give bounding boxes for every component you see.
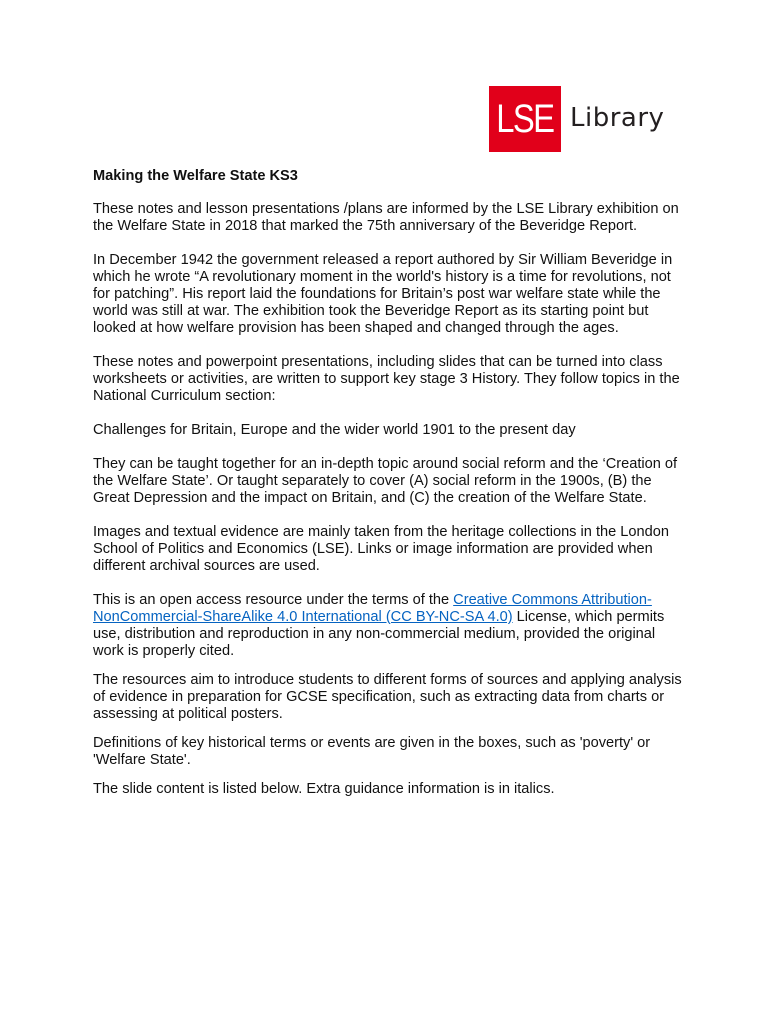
paragraph-aims: The resources aim to introduce students to different forms of sources and applying analysis of evidence in preparation for GCSE specification, such as extracting data from charts or assessing at political posters. xyxy=(93,672,682,722)
license-text-after: License, which permits use, distribution and reproduction in any non-commercial medium, provided the original work is properly cited. xyxy=(93,609,665,659)
document-body xyxy=(93,168,683,815)
paragraph-definitions: Definitions of key historical terms or events are given in the boxes, such as 'poverty' or 'Welfare State'. xyxy=(93,735,651,768)
license-text-before: This is an open access resource under the terms of the xyxy=(93,592,454,608)
paragraph-license xyxy=(93,592,683,660)
lse-logo-wordmark: Library xyxy=(570,103,665,133)
lse-logo-mark xyxy=(489,86,561,152)
paragraph-curriculum-section: Challenges for Britain, Europe and the wider world 1901 to the present day xyxy=(93,422,576,438)
document-title: Making the Welfare State KS3 xyxy=(93,168,298,184)
paragraph-teaching-options: They can be taught together for an in-depth topic around social reform and the ‘Creation of the Welfare State’. Or taught separately to cover (A) social reform in the 1900s, (B) the Great Depression and the impact on Britain, and (C) the creation of the Welfare State. xyxy=(93,456,678,506)
lse-library-logo xyxy=(489,86,664,152)
paragraph-curriculum: These notes and powerpoint presentations, including slides that can be turned into class worksheets or activities, are written to support key stage 3 History. They follow topics in the National Curriculum section: xyxy=(93,354,680,404)
paragraph-sources: Images and textual evidence are mainly taken from the heritage collections in the London School of Politics and Economics (LSE). Links or image information are provided when different archival sources are used. xyxy=(93,524,669,574)
paragraph-slide-content: The slide content is listed below. Extra guidance information is in italics. xyxy=(93,781,555,797)
paragraph-intro: These notes and lesson presentations /plans are informed by the LSE Library exhibition on the Welfare State in 2018 that marked the 75th anniversary of the Beveridge Report. xyxy=(93,201,679,234)
paragraph-beveridge: In December 1942 the government released a report authored by Sir William Beveridge in which he wrote “A revolutionary moment in the world's history is a time for revolutions, not for patching”. His report laid the foundations for Britain’s post war welfare state while the world was still at war. The exhibition took the Beveridge Report as its starting point but looked at how welfare provision has been shaped and changed through the ages. xyxy=(93,252,673,336)
creative-commons-link[interactable]: Creative Commons Attribution-NonCommercial-ShareAlike 4.0 International (CC BY-NC-SA 4.0) xyxy=(93,592,652,625)
lse-logo-mark-text: LSE xyxy=(496,96,554,141)
